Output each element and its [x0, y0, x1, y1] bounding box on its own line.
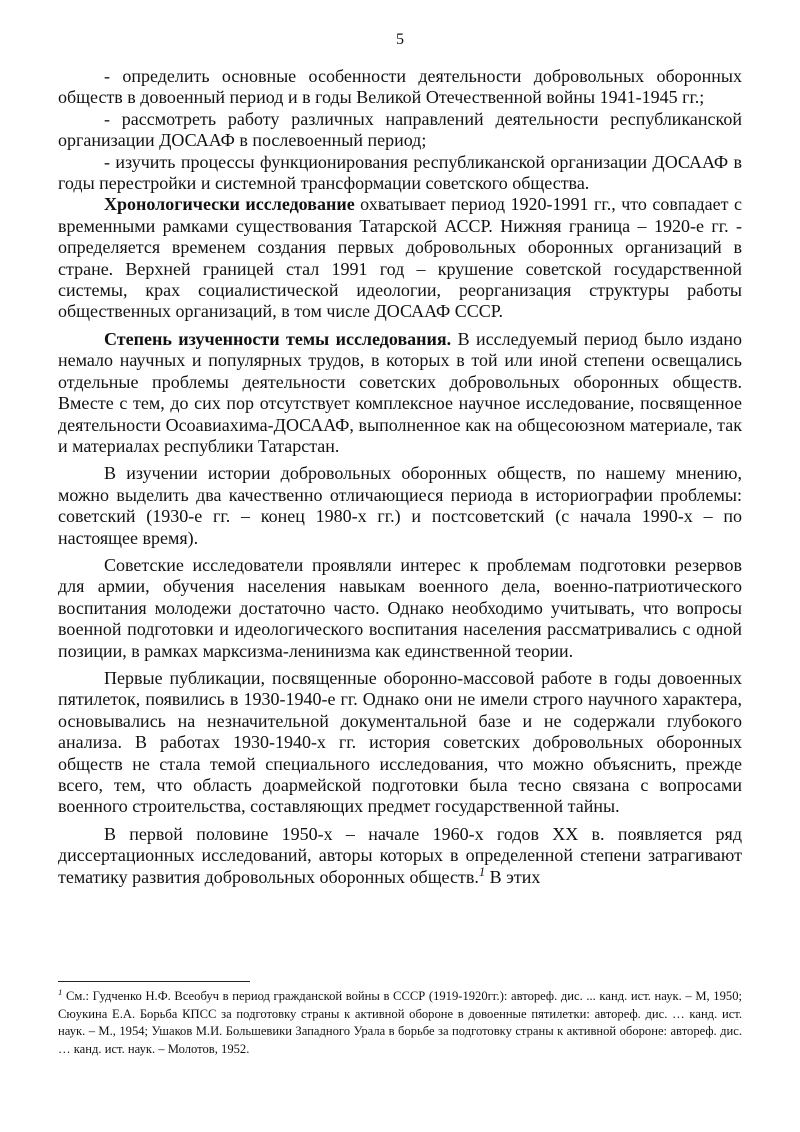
research-degree-paragraph: [58, 329, 742, 457]
chronology-heading: Хронологически исследование: [104, 194, 355, 215]
research-degree-text: В исследуемый период было издано немало научных и популярных трудов, в которых в той или иной степени освещались отдельные проблемы деятельности советских добровольных оборонных обществ. Вместе с тем, до сих пор отсутствует комплексное научное исследование, посвященное деятельности Осоавиахима-ДОСААФ, выполненное как на общесоюзном материале, так и материалах республики Татарстан.: [58, 328, 743, 456]
task-item-2: - рассмотреть работу различных направлений деятельности республиканской организации ДОСААФ в послевоенный период;: [58, 108, 742, 151]
dissertations-paragraph: [58, 824, 742, 888]
body-text: [58, 66, 742, 888]
task-item-3: - изучить процессы функционирования республиканской организации ДОСААФ в годы перестройки и системной трансформации советского общества.: [58, 151, 742, 194]
research-degree-heading: Степень изученности темы исследования.: [104, 328, 452, 349]
page-number: 5: [396, 31, 404, 48]
historiography-periods-paragraph: В изучении истории добровольных оборонных обществ, по нашему мнению, можно выделить два качественно отличающиеся периода в историографии проблемы: советский (1930-е гг. – конец 1980-х гг.) и постсоветский (с начала 1990-х – по настоящее время).: [58, 463, 742, 548]
task-item-1: - определить основные особенности деятельности добровольных оборонных обществ в довоенный период и в годы Великой Отечественной войны 1941-1945 гг.;: [58, 66, 742, 108]
dissertations-tail: В этих: [485, 866, 541, 887]
footnote: [58, 988, 742, 1058]
footnote-reference[interactable]: 1: [478, 864, 486, 879]
first-publications-paragraph: Первые публикации, посвященные оборонно-массовой работе в годы довоенных пятилеток, появились в 1930-1940-е гг. Однако они не имели строго научного характера, основывались на незначительной документальной базе и не содержали глубокого анализа. В работах 1930-1940-х гг. история советских добровольных оборонных обществ не стала темой специального исследования, что можно объяснить, прежде всего, тем, что область доармейской подготовки была тесно связана с вопросами военного строительства, составляющих предмет государственной тайны.: [58, 667, 742, 817]
footnote-text: См.: Гудченко Н.Ф. Всеобуч в период гражданской войны в СССР (1919-1920гг.): автореф. дис. ... канд. ист. наук. – М, 1950; Сюукина Е.А. Борьба КПСС за подготовку страны к активной обороне в довоенные пятилетки: автореф. дис. … канд. ист. наук. – М., 1954; Ушаков М.И. Большевики Западного Урала в борьбе за подготовку страны к активной обороне: автореф. дис. … канд. ист. наук. – Молотов, 1952.: [58, 989, 742, 1056]
dissertations-text: В первой половине 1950-х – начале 1960-х годов XX в. появляется ряд диссертационных исследований, авторы которых в определенной степени затрагивают тематику развития добровольных оборонных обществ.: [58, 823, 742, 887]
soviet-researchers-paragraph: Советские исследователи проявляли интерес к проблемам подготовки резервов для армии, обучения населения навыкам военного дела, военно-патриотического воспитания молодежи достаточно часто. Однако необходимо учитывать, что вопросы военной подготовки и идеологического воспитания населения рассматривались с одной позиции, в рамках марксизма-ленинизма как единственной теории.: [58, 554, 742, 661]
chronology-text: охватывает период 1920-1991 гг., что совпадает с временными рамками существования Татарской АССР. Нижняя граница – 1920-е гг. - определяется временем создания первых добровольных оборонных организаций в стране. Верхней границей стал 1991 год – крушение советской государственной системы, крах социалистической идеологии, реорганизация структуры работы общественных организаций, в том числе ДОСААФ СССР.: [58, 194, 742, 322]
chronology-paragraph: [58, 194, 742, 322]
footnote-mark: 1: [58, 986, 63, 997]
footnote-divider: [58, 981, 250, 982]
